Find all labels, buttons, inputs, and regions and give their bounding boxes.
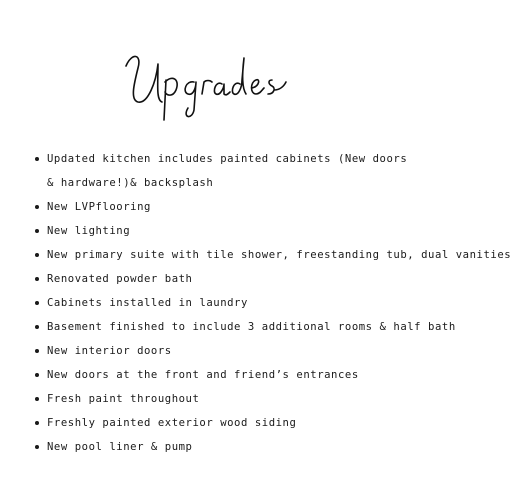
list-item [34,435,444,459]
list-item [34,195,444,219]
list-item [34,219,444,243]
list-item [34,315,456,339]
list-item-text: Updated kitchen includes painted cabinets (New doors & hardware!)& backsplash [47,153,408,189]
list-item [34,363,444,387]
bullet-icon [35,325,39,329]
bullet-icon [35,277,39,281]
list-item-text: Freshly painted exterior wood siding [47,417,297,429]
list-item-text: New doors at the front and friend’s entrances [47,369,359,381]
handwritten-title-graphic [118,44,298,124]
page-title-script [118,44,298,124]
bullet-icon [35,301,39,305]
bullet-icon [35,253,39,257]
list-item-text: Cabinets installed in laundry [47,297,248,309]
bullet-icon [35,421,39,425]
list-item-text: New interior doors [47,345,172,357]
list-item-text: Basement finished to include 3 additional rooms & half bath [47,321,456,333]
list-item-text: New pool liner & pump [47,441,193,453]
bullet-icon [35,445,39,449]
list-item [34,147,419,195]
upgrades-list [34,147,511,459]
bullet-icon [35,397,39,401]
list-item [34,291,444,315]
list-item-text: New lighting [47,225,131,237]
bullet-icon [35,373,39,377]
list-item-text: New primary suite with tile shower, freestanding tub, dual vanities [47,249,511,261]
bullet-icon [35,205,39,209]
list-item [34,411,444,435]
bullet-icon [35,229,39,233]
list-item [34,243,511,267]
list-item [34,387,444,411]
list-item-text: New LVPflooring [47,201,151,213]
bullet-icon [35,349,39,353]
list-item-text: Renovated powder bath [47,273,193,285]
bullet-icon [35,157,39,161]
list-item [34,267,444,291]
list-item [34,339,444,363]
list-item-text: Fresh paint throughout [47,393,200,405]
